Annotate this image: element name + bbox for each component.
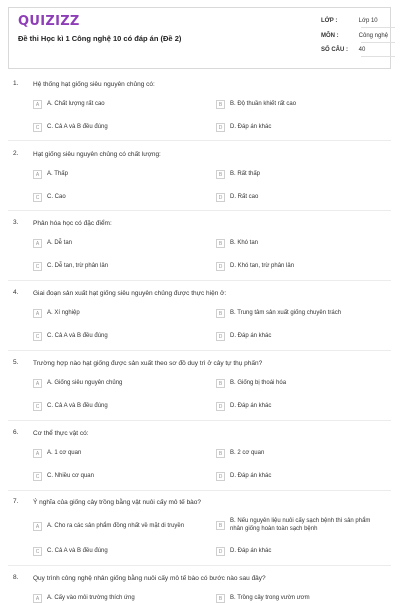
question-number: 6. <box>13 429 19 436</box>
question-text: Phân hóa học có đặc điểm: <box>33 220 112 227</box>
option-b[interactable] <box>216 100 381 109</box>
question-number: 2. <box>13 150 19 157</box>
option-a[interactable] <box>33 449 208 458</box>
option-d[interactable] <box>216 193 381 202</box>
option-letter-box: B <box>216 379 225 388</box>
meta-underline <box>361 42 395 43</box>
option-a[interactable] <box>33 170 208 179</box>
question-number: 3. <box>13 219 19 226</box>
meta-label: LỚP : <box>321 18 338 24</box>
question-divider <box>8 350 391 351</box>
option-letter-box: C <box>33 123 42 132</box>
option-text: A. Thấp <box>47 170 68 177</box>
option-letter-box: B <box>216 309 225 318</box>
option-text: B. Nếu nguyên liệu nuôi cấy sạch bệnh thì sản phẩm nhân giống hoàn toàn sạch bệnh <box>230 518 371 532</box>
option-a[interactable] <box>33 594 208 603</box>
option-text: D. Đáp án khác <box>230 123 272 130</box>
question-text: Ý nghĩa của giống cây trồng bằng vật nuôi cấy mô tế bào? <box>33 499 202 506</box>
question-divider <box>8 490 391 491</box>
option-b[interactable] <box>216 309 381 318</box>
option-d[interactable] <box>216 332 381 341</box>
option-text: C. Cả A và B đều đúng <box>47 547 108 554</box>
option-letter-box: A <box>33 309 42 318</box>
option-text: B. Độ thuần khiết rất cao <box>230 100 297 107</box>
option-letter-box: A <box>33 170 42 179</box>
option-letter-box: C <box>33 472 42 481</box>
question-text: Hạt giống siêu nguyên chủng có chất lượng: <box>33 151 161 158</box>
question-text: Hệ thống hạt giống siêu nguyên chủng có: <box>33 81 155 88</box>
meta-value: Công nghệ <box>358 33 389 39</box>
question-number: 4. <box>13 289 19 296</box>
option-text: C. Cả A và B đều đúng <box>47 332 108 339</box>
option-text: C. Nhiều cơ quan <box>47 472 94 479</box>
option-letter-box: C <box>33 547 42 556</box>
option-d[interactable] <box>216 123 381 132</box>
question-number: 1. <box>13 80 19 87</box>
option-text: B. Giống bị thoái hóa <box>230 379 287 386</box>
option-c[interactable] <box>33 472 208 481</box>
option-text: B. Trung tâm sản xuất giống chuyên trách <box>230 309 342 316</box>
option-text: A. Cho ra các sản phẩm đồng nhất về mặt di truyền <box>47 522 185 529</box>
option-letter-box: A <box>33 379 42 388</box>
option-c[interactable] <box>33 262 208 271</box>
question-divider <box>8 210 391 211</box>
option-letter-box: D <box>216 402 225 411</box>
meta-value: Lớp 10 <box>358 18 378 24</box>
option-b[interactable] <box>216 594 381 603</box>
option-text: A. Giống siêu nguyên chủng <box>47 379 123 386</box>
option-letter-box: D <box>216 472 225 481</box>
option-c[interactable] <box>33 332 208 341</box>
option-c[interactable] <box>33 123 208 132</box>
option-text: C. Cả A và B đều đúng <box>47 402 108 409</box>
option-text: B. Rất thấp <box>230 170 261 177</box>
option-text: D. Đáp án khác <box>230 472 272 479</box>
option-letter-box: D <box>216 547 225 556</box>
option-text: A. Chất lượng rất cao <box>47 100 105 107</box>
option-text: B. Trồng cây trong vườn ươm <box>230 594 310 601</box>
question-divider <box>8 420 391 421</box>
option-text: D. Khó tan, trừ phân lân <box>230 262 295 269</box>
option-b[interactable] <box>216 449 381 458</box>
option-c[interactable] <box>33 402 208 411</box>
option-letter-box: A <box>33 100 42 109</box>
option-c[interactable] <box>33 193 208 202</box>
option-text: A. Dễ tan <box>47 239 73 246</box>
option-text: B. 2 cơ quan <box>230 449 265 456</box>
option-letter-box: D <box>216 262 225 271</box>
meta-subject <box>321 33 388 39</box>
option-letter-box: B <box>216 594 225 603</box>
meta-value: 40 <box>358 47 366 53</box>
option-d[interactable] <box>216 547 381 556</box>
option-b[interactable] <box>216 170 381 179</box>
option-d[interactable] <box>216 402 381 411</box>
question-text: Trường hợp nào hạt giống được sản xuất theo sơ đồ duy trì ở cây tự thụ phấn? <box>33 360 263 367</box>
question-divider <box>8 280 391 281</box>
option-letter-box: B <box>216 521 225 530</box>
question-text: Cơ thể thực vật có: <box>33 430 89 437</box>
option-a[interactable] <box>33 239 208 248</box>
option-b[interactable] <box>216 518 381 533</box>
meta-count <box>321 47 365 53</box>
question-divider <box>8 140 391 141</box>
quizizz-logo: QUIZIZZ <box>18 14 80 29</box>
option-text: D. Rất cao <box>230 193 259 200</box>
meta-underline <box>361 56 395 57</box>
option-letter-box: C <box>33 262 42 271</box>
option-a[interactable] <box>33 522 208 531</box>
option-letter-box: D <box>216 332 225 341</box>
document-title: Đề thi Học kì 1 Công nghệ 10 có đáp án (Đề 2) <box>18 34 182 43</box>
option-text: A. Xí nghiệp <box>47 309 80 316</box>
option-text: C. Cả A và B đều đúng <box>47 123 108 130</box>
option-letter-box: D <box>216 123 225 132</box>
option-letter-box: A <box>33 522 42 531</box>
option-text: D. Đáp án khác <box>230 332 272 339</box>
option-text: D. Đáp án khác <box>230 402 272 409</box>
option-text: A. 1 cơ quan <box>47 449 82 456</box>
question-divider <box>8 565 391 566</box>
option-a[interactable] <box>33 379 208 388</box>
option-a[interactable] <box>33 100 208 109</box>
option-letter-box: A <box>33 449 42 458</box>
option-d[interactable] <box>216 262 381 271</box>
option-letter-box: B <box>216 449 225 458</box>
question-number: 5. <box>13 359 19 366</box>
option-d[interactable] <box>216 472 381 481</box>
meta-label: SỐ CÂU : <box>321 47 348 53</box>
header-box <box>8 7 391 69</box>
option-letter-box: A <box>33 239 42 248</box>
option-letter-box: B <box>216 170 225 179</box>
meta-underline <box>361 27 395 28</box>
question-text: Quy trình công nghệ nhân giống bằng nuôi cấy mô tế bào có bước nào sau đây? <box>33 575 266 582</box>
question-text: Giai đoạn sản xuất hạt giống siêu nguyên chủng được thực hiện ở: <box>33 290 227 297</box>
option-letter-box: C <box>33 402 42 411</box>
question-number: 7. <box>13 498 19 505</box>
option-letter-box: A <box>33 594 42 603</box>
option-letter-box: B <box>216 239 225 248</box>
option-text: B. Khó tan <box>230 239 259 246</box>
option-letter-box: C <box>33 193 42 202</box>
question-number: 8. <box>13 574 19 581</box>
meta-label: MÔN : <box>321 33 339 39</box>
option-text: D. Đáp án khác <box>230 547 272 554</box>
option-b[interactable] <box>216 239 381 248</box>
option-text: A. Cấy vào môi trường thích ứng <box>47 594 135 601</box>
option-letter-box: B <box>216 100 225 109</box>
option-letter-box: C <box>33 332 42 341</box>
meta-class <box>321 18 378 24</box>
option-a[interactable] <box>33 309 208 318</box>
option-b[interactable] <box>216 379 381 388</box>
option-letter-box: D <box>216 193 225 202</box>
option-text: C. Cao <box>47 193 66 200</box>
option-c[interactable] <box>33 547 208 556</box>
option-text: C. Dễ tan, trừ phân lân <box>47 262 109 269</box>
